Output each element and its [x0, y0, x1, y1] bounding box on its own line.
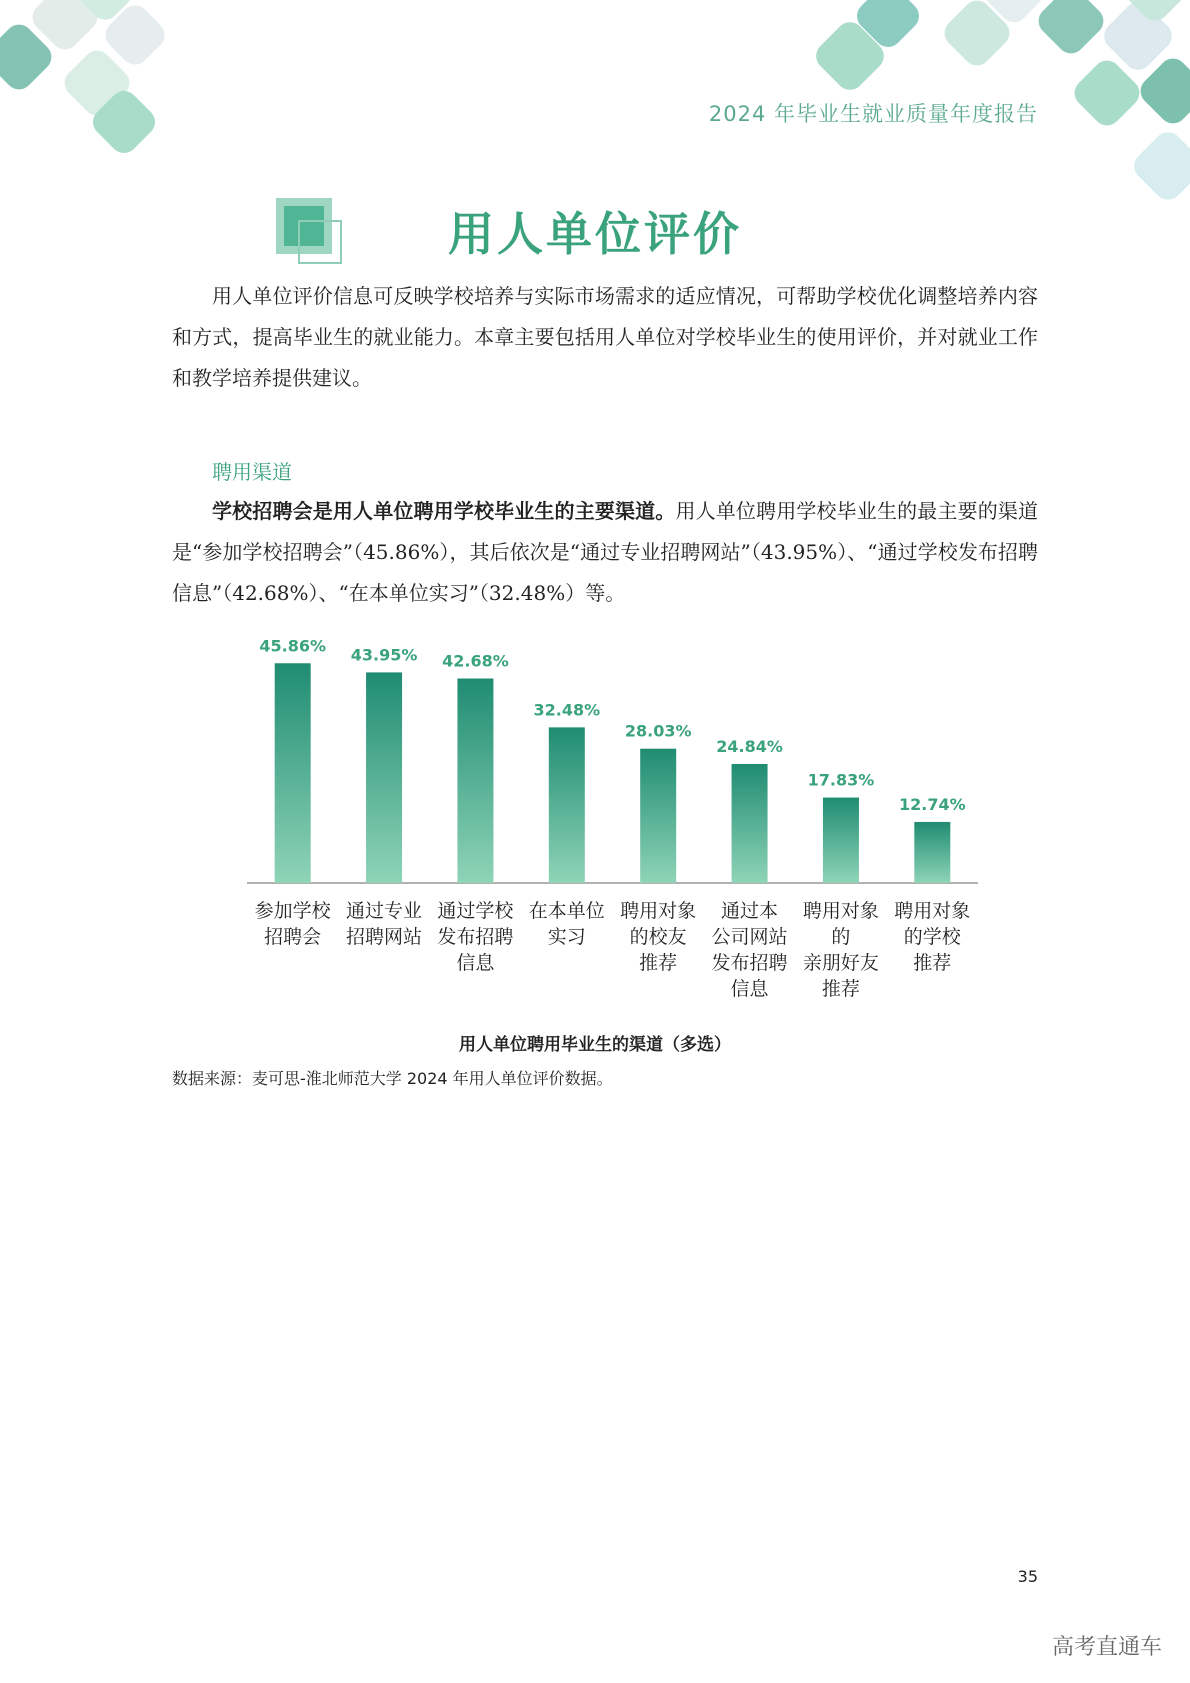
bar-6 — [823, 798, 859, 883]
category-label-7-2: 推荐 — [913, 952, 952, 974]
category-label-1-1: 招聘网站 — [346, 926, 423, 948]
source-note: 数据来源：麦可思-淮北师范大学 2024 年用人单位评价数据。 — [172, 1069, 613, 1088]
category-label-3-1: 实习 — [547, 926, 586, 948]
category-label-7-0: 聘用对象 — [894, 900, 971, 922]
category-label-6-3: 推荐 — [821, 978, 860, 1000]
section-body: 用人单位聘用学校毕业生的最主要的渠道是“参加学校招聘会”（45.86%），其后依次是“通过专业招聘网站”（43.95%）、“通过学校发布招聘信息”（42.68%）、“在本单位实习”（32.48%）等。 — [172, 499, 1039, 605]
category-label-4-1: 的校友 — [629, 926, 687, 948]
category-label-6-0: 聘用对象 — [802, 900, 879, 922]
section-lead: 学校招聘会是用人单位聘用学校毕业生的主要渠道。 — [212, 499, 676, 523]
bar-3 — [549, 727, 585, 883]
category-label-4-2: 推荐 — [639, 952, 678, 974]
category-label-5-2: 发布招聘 — [711, 952, 788, 974]
report-header: 2024 年毕业生就业质量年度报告 — [708, 102, 1038, 126]
data-label-4: 28.03% — [624, 721, 692, 741]
category-label-5-0: 通过本 — [721, 900, 779, 922]
data-label-7: 12.74% — [898, 794, 966, 814]
bar-4 — [640, 749, 676, 883]
category-label-7-1: 的学校 — [903, 926, 961, 948]
category-label-2-0: 通过学校 — [437, 900, 514, 922]
data-label-0: 45.86% — [259, 636, 327, 656]
data-label-5: 24.84% — [716, 736, 783, 756]
bar-1 — [366, 672, 402, 883]
bar-7 — [914, 822, 950, 883]
data-label-3: 32.48% — [533, 700, 601, 720]
page-title: 用人单位评价 — [448, 207, 742, 261]
category-label-1-0: 通过专业 — [346, 900, 423, 922]
section-heading: 聘用渠道 — [212, 460, 292, 484]
bar-5 — [732, 764, 768, 883]
data-label-1: 43.95% — [350, 645, 418, 665]
data-label-6: 17.83% — [807, 770, 875, 790]
category-label-4-0: 聘用对象 — [620, 900, 697, 922]
category-label-5-3: 信息 — [730, 978, 769, 1000]
category-label-0-0: 参加学校 — [254, 900, 331, 922]
bar-0 — [275, 663, 311, 883]
category-label-2-2: 信息 — [456, 952, 495, 974]
category-label-3-0: 在本单位 — [528, 900, 605, 922]
category-label-0-1: 招聘会 — [264, 926, 322, 948]
chart-caption: 用人单位聘用毕业生的渠道（多选） — [459, 1035, 731, 1055]
data-label-2: 42.68% — [442, 651, 509, 671]
category-label-6-1: 的 — [831, 926, 851, 948]
intro-text: 用人单位评价信息可反映学校培养与实际市场需求的适应情况，可帮助学校优化调整培养内容和方式，提高毕业生的就业能力。本章主要包括用人单位对学校毕业生的使用评价，并对就业工作和教学培养提供建议。 — [172, 284, 1038, 390]
watermark: 高考直通车 — [1051, 1635, 1162, 1660]
category-label-6-2: 亲朋好友 — [802, 952, 879, 974]
category-label-2-1: 发布招聘 — [437, 926, 514, 948]
bar-2 — [457, 678, 493, 883]
page-number: 35 — [1017, 1567, 1038, 1586]
category-label-5-1: 公司网站 — [711, 926, 788, 948]
